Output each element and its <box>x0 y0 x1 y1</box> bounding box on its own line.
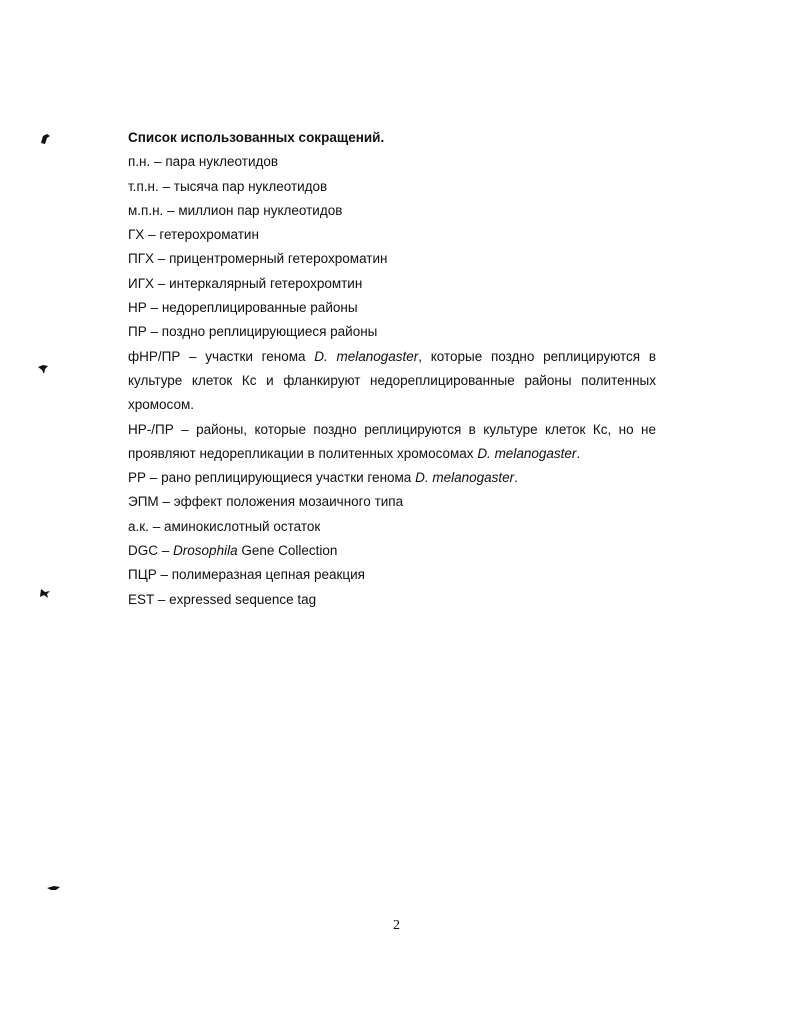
definition: гетерохроматин <box>159 227 259 243</box>
dash: – <box>157 591 166 607</box>
dash: – <box>162 494 170 510</box>
definition: недореплицированные районы <box>161 300 358 316</box>
dash: – <box>181 421 189 437</box>
definition-continued: , которые поздно реплицируются в культуре клеток Кс и фланкируют недореплицированные районы политенных хромосом. <box>128 348 656 413</box>
list-item <box>128 539 656 563</box>
dash: – <box>160 567 168 583</box>
definition: рано реплицирующиеся участки генома <box>161 470 412 486</box>
abbreviation: м.п.н. <box>128 202 164 218</box>
species-name: D. melanogaster <box>477 445 577 461</box>
list-item <box>128 515 656 539</box>
definition: участки генома <box>205 348 306 364</box>
dash: – <box>162 178 170 194</box>
dash: – <box>157 275 166 291</box>
abbreviation: EST <box>128 591 155 607</box>
definition: тысяча пар нуклеотидов <box>173 178 328 194</box>
definition: аминокислотный остаток <box>163 518 321 534</box>
abbreviation: ГХ <box>128 227 145 243</box>
abbreviation: НР <box>128 300 147 316</box>
abbreviation: ПГХ <box>128 251 155 267</box>
abbreviation: ЭПМ <box>128 494 159 510</box>
abbreviation: п.н. <box>128 154 151 170</box>
abbreviation: DGC <box>128 543 158 559</box>
abbreviation: ПЦР <box>128 567 157 583</box>
abbreviation: ИГХ <box>128 275 155 291</box>
list-item <box>128 563 656 587</box>
list-item <box>128 223 656 247</box>
definition: expressed sequence tag <box>169 591 317 607</box>
ink-blot-icon <box>36 362 50 376</box>
definition: Gene Collection <box>241 543 338 559</box>
abbreviation: фНР/ПР <box>128 348 181 364</box>
dash: – <box>150 324 158 340</box>
abbreviations-list <box>128 126 656 612</box>
ink-blot-icon <box>38 586 52 600</box>
page-title: Список использованных сокращений. <box>128 130 385 145</box>
list-item <box>128 175 656 199</box>
dash: – <box>148 227 156 243</box>
list-item <box>128 272 656 296</box>
definition: прицентромерный гетерохроматин <box>169 251 388 267</box>
list-item <box>128 199 656 223</box>
species-name: D. melanogaster <box>415 470 515 486</box>
dash: – <box>150 300 159 316</box>
list-item <box>128 345 656 418</box>
abbreviation: а.к. <box>128 518 149 534</box>
list-item <box>128 418 656 467</box>
dash: – <box>149 470 158 486</box>
page-number: 2 <box>393 918 400 933</box>
dash: – <box>167 202 175 218</box>
dash: – <box>189 348 197 364</box>
dash: – <box>161 543 170 559</box>
abbreviation: т.п.н. <box>128 178 159 194</box>
list-item <box>128 490 656 514</box>
genus-name: Drosophila <box>173 543 238 559</box>
definition: эффект положения мозаичного типа <box>173 494 404 510</box>
list-item <box>128 320 656 344</box>
abbreviation: РР <box>128 470 147 486</box>
definition: районы, которые поздно реплицируются в культуре клеток Кс, но не проявляют недорепликации в политенных хромосомах <box>128 421 656 461</box>
abbreviation: ПР <box>128 324 147 340</box>
list-item <box>128 296 656 320</box>
dash: – <box>154 154 162 170</box>
definition: миллион пар нуклеотидов <box>178 202 343 218</box>
definition: пара нуклеотидов <box>165 154 279 170</box>
definition: интеркалярный гетерохромтин <box>169 275 363 291</box>
list-item <box>128 466 656 490</box>
list-item <box>128 247 656 271</box>
species-name: D. melanogaster <box>314 348 419 364</box>
dash: – <box>157 251 166 267</box>
definition-continued: . <box>576 445 581 461</box>
abbreviation: НР-/ПР <box>128 421 174 437</box>
ink-blot-icon <box>46 882 62 894</box>
definition-continued: . <box>514 470 518 486</box>
definition: поздно реплицирующиеся районы <box>161 324 378 340</box>
definition: полимеразная цепная реакция <box>171 567 365 583</box>
dash: – <box>152 518 161 534</box>
list-item <box>128 150 656 174</box>
list-item <box>128 588 656 612</box>
ink-blot-icon <box>38 132 52 146</box>
